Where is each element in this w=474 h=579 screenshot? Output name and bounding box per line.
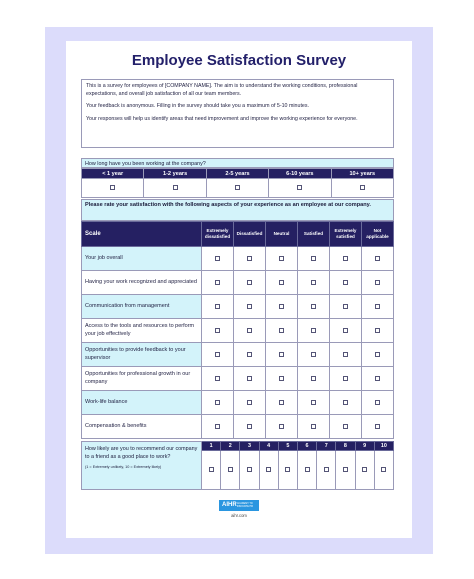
- rating-checkbox[interactable]: [215, 256, 220, 261]
- nps-score-header: 1: [202, 442, 221, 451]
- satisfaction-block: [81, 199, 394, 439]
- rating-checkbox[interactable]: [279, 280, 284, 285]
- rating-cell: [330, 415, 362, 439]
- intro-paragraph: Your responses will help us identify areas that need improvement and improve the working experience for everyone.: [86, 116, 358, 123]
- rating-cell: [298, 319, 330, 343]
- rating-checkbox[interactable]: [343, 400, 348, 405]
- intro-paragraph: This is a survey for employees of [COMPANY NAME]. The aim is to understand the working conditions, professional expectations, and overall job satisfaction of all our team members.: [86, 83, 358, 97]
- rating-cell: [202, 247, 234, 271]
- aspect-label: Compensation & benefits: [82, 415, 202, 439]
- rating-cell: [362, 415, 394, 439]
- rating-cell: [234, 271, 266, 295]
- rating-checkbox[interactable]: [375, 424, 380, 429]
- aspect-label: Communication from management: [82, 295, 202, 319]
- tenure-checkbox[interactable]: [360, 185, 365, 190]
- rating-cell: [234, 415, 266, 439]
- rating-cell: [298, 343, 330, 367]
- rating-cell: [202, 319, 234, 343]
- rating-checkbox[interactable]: [343, 376, 348, 381]
- nps-cell: [240, 451, 259, 490]
- scale-header: Scale: [82, 222, 202, 247]
- nps-checkbox[interactable]: [305, 467, 310, 472]
- nps-table: [81, 441, 394, 490]
- tenure-checkbox[interactable]: [110, 185, 115, 190]
- tenure-cell: [82, 179, 144, 198]
- rating-cell: [298, 391, 330, 415]
- nps-cell: [259, 451, 278, 490]
- rating-cell: [266, 271, 298, 295]
- rating-checkbox[interactable]: [279, 400, 284, 405]
- rating-checkbox[interactable]: [215, 400, 220, 405]
- nps-cell: [278, 451, 297, 490]
- rating-checkbox[interactable]: [343, 256, 348, 261]
- nps-checkbox[interactable]: [324, 467, 329, 472]
- rating-checkbox[interactable]: [279, 304, 284, 309]
- rating-cell: [266, 343, 298, 367]
- rating-cell: [266, 415, 298, 439]
- nps-score-header: 4: [259, 442, 278, 451]
- rating-cell: [330, 343, 362, 367]
- rating-cell: [330, 271, 362, 295]
- nps-block: [81, 441, 394, 490]
- nps-cell: [297, 451, 316, 490]
- rating-cell: [202, 391, 234, 415]
- rating-cell: [362, 319, 394, 343]
- rating-checkbox[interactable]: [375, 304, 380, 309]
- table-row: [82, 343, 394, 367]
- rating-cell: [266, 367, 298, 391]
- rating-checkbox[interactable]: [215, 424, 220, 429]
- rating-cell: [330, 247, 362, 271]
- tenure-option-label: 1-2 years: [144, 169, 206, 179]
- rating-column-header: Extremely satisfied: [330, 222, 362, 247]
- table-row: [82, 391, 394, 415]
- rating-cell: [202, 367, 234, 391]
- table-row: [82, 271, 394, 295]
- intro-box: [81, 79, 394, 148]
- rating-cell: [298, 271, 330, 295]
- tenure-question: How long have you been working at the company?: [81, 158, 394, 168]
- rating-cell: [330, 319, 362, 343]
- rating-checkbox[interactable]: [247, 256, 252, 261]
- aihr-logo: [219, 500, 259, 511]
- rating-checkbox[interactable]: [375, 256, 380, 261]
- rating-cell: [298, 415, 330, 439]
- rating-column-header: Extremely dissatisfied: [202, 222, 234, 247]
- rating-cell: [234, 247, 266, 271]
- rating-checkbox[interactable]: [343, 424, 348, 429]
- rating-checkbox[interactable]: [247, 304, 252, 309]
- rating-cell: [266, 391, 298, 415]
- nps-score-header: 6: [297, 442, 316, 451]
- rating-checkbox[interactable]: [215, 304, 220, 309]
- intro-paragraph: Your feedback is anonymous. Filling in the survey should take you a maximum of 5-10 minutes.: [86, 103, 309, 110]
- rating-cell: [266, 295, 298, 319]
- aspect-label: Having your work recognized and appreciated: [82, 271, 202, 295]
- rating-checkbox[interactable]: [279, 256, 284, 261]
- rating-cell: [234, 391, 266, 415]
- rating-checkbox[interactable]: [311, 328, 316, 333]
- rating-cell: [362, 391, 394, 415]
- tenure-option-label: 10+ years: [331, 169, 393, 179]
- rating-checkbox[interactable]: [279, 424, 284, 429]
- rating-checkbox[interactable]: [311, 424, 316, 429]
- rating-cell: [362, 343, 394, 367]
- rating-checkbox[interactable]: [375, 376, 380, 381]
- rating-cell: [202, 271, 234, 295]
- rating-checkbox[interactable]: [247, 328, 252, 333]
- rating-checkbox[interactable]: [375, 280, 380, 285]
- rating-checkbox[interactable]: [311, 304, 316, 309]
- nps-scale-note: (1 = Extremely unlikely, 10 = Extremely likely): [85, 464, 162, 469]
- nps-checkbox[interactable]: [209, 467, 214, 472]
- nps-score-header: 9: [355, 442, 374, 451]
- rating-cell: [298, 247, 330, 271]
- nps-cell: [202, 451, 221, 490]
- rating-checkbox[interactable]: [215, 352, 220, 357]
- rating-checkbox[interactable]: [215, 280, 220, 285]
- nps-cell: [336, 451, 355, 490]
- rating-checkbox[interactable]: [343, 280, 348, 285]
- rating-checkbox[interactable]: [311, 280, 316, 285]
- rating-checkbox[interactable]: [279, 352, 284, 357]
- tenure-checkbox[interactable]: [297, 185, 302, 190]
- rating-checkbox[interactable]: [343, 328, 348, 333]
- logo-text: AIHR: [222, 502, 237, 508]
- rating-checkbox[interactable]: [311, 400, 316, 405]
- nps-cell: [317, 451, 336, 490]
- nps-checkbox[interactable]: [266, 467, 271, 472]
- survey-title: Employee Satisfaction Survey: [131, 52, 347, 69]
- rating-checkbox[interactable]: [247, 424, 252, 429]
- nps-score-header: 2: [221, 442, 240, 451]
- rating-cell: [202, 415, 234, 439]
- nps-score-header: 7: [317, 442, 336, 451]
- nps-checkbox[interactable]: [381, 467, 386, 472]
- nps-cell: [221, 451, 240, 490]
- table-row: [82, 319, 394, 343]
- nps-question: How likely are you to recommend our company to a friend as a good place to work?: [85, 446, 198, 460]
- rating-cell: [202, 295, 234, 319]
- rating-column-header: Neutral: [266, 222, 298, 247]
- table-row: [82, 415, 394, 439]
- tenure-checkbox[interactable]: [173, 185, 178, 190]
- rating-checkbox[interactable]: [375, 352, 380, 357]
- tenure-option-label: 6-10 years: [269, 169, 331, 179]
- rating-cell: [234, 295, 266, 319]
- tenure-cell: [206, 179, 268, 198]
- rating-cell: [298, 295, 330, 319]
- rating-cell: [362, 271, 394, 295]
- aspect-label: Opportunities for professional growth in our company: [82, 367, 202, 391]
- rating-column-header: Satisfied: [298, 222, 330, 247]
- tenure-checkbox[interactable]: [235, 185, 240, 190]
- nps-score-header: 8: [336, 442, 355, 451]
- rating-checkbox[interactable]: [279, 328, 284, 333]
- tenure-question-block: [81, 158, 394, 198]
- table-row: [82, 295, 394, 319]
- rating-checkbox[interactable]: [343, 304, 348, 309]
- rating-cell: [266, 319, 298, 343]
- rating-checkbox[interactable]: [247, 400, 252, 405]
- logo-subtext: ACADEMY TO INNOVATE HR: [237, 502, 253, 508]
- rating-checkbox[interactable]: [215, 328, 220, 333]
- nps-checkbox[interactable]: [362, 467, 367, 472]
- website-link[interactable]: aihr.com: [231, 513, 247, 518]
- table-row: [82, 367, 394, 391]
- rating-cell: [234, 343, 266, 367]
- tenure-cell: [144, 179, 206, 198]
- rating-cell: [330, 295, 362, 319]
- aspect-label: Opportunities to provide feedback to your supervisor: [82, 343, 202, 367]
- rating-cell: [266, 247, 298, 271]
- rating-checkbox[interactable]: [279, 376, 284, 381]
- satisfaction-question: Please rate your satisfaction with the following aspects of your experience as an employee at our company.: [81, 199, 394, 221]
- rating-checkbox[interactable]: [311, 352, 316, 357]
- rating-checkbox[interactable]: [375, 328, 380, 333]
- aspect-label: Your job overall: [82, 247, 202, 271]
- rating-checkbox[interactable]: [343, 352, 348, 357]
- rating-cell: [202, 343, 234, 367]
- nps-score-header: 3: [240, 442, 259, 451]
- nps-question-cell: [82, 442, 202, 490]
- nps-checkbox[interactable]: [228, 467, 233, 472]
- tenure-cell: [331, 179, 393, 198]
- rating-cell: [362, 247, 394, 271]
- tenure-option-label: 2-5 years: [206, 169, 268, 179]
- rating-checkbox[interactable]: [215, 376, 220, 381]
- rating-cell: [298, 367, 330, 391]
- aspect-label: Work-life balance: [82, 391, 202, 415]
- table-row: [82, 247, 394, 271]
- nps-checkbox[interactable]: [343, 467, 348, 472]
- nps-score-header: 10: [374, 442, 393, 451]
- rating-cell: [330, 391, 362, 415]
- rating-checkbox[interactable]: [375, 400, 380, 405]
- nps-cell: [374, 451, 393, 490]
- rating-checkbox[interactable]: [247, 280, 252, 285]
- satisfaction-matrix: [81, 221, 394, 439]
- rating-checkbox[interactable]: [311, 376, 316, 381]
- rating-cell: [330, 367, 362, 391]
- rating-column-header: Not applicable: [362, 222, 394, 247]
- tenure-options-table: [81, 168, 394, 198]
- rating-cell: [362, 367, 394, 391]
- rating-cell: [234, 319, 266, 343]
- nps-score-header: 5: [278, 442, 297, 451]
- tenure-option-label: < 1 year: [82, 169, 144, 179]
- rating-checkbox[interactable]: [247, 352, 252, 357]
- tenure-cell: [269, 179, 331, 198]
- rating-cell: [234, 367, 266, 391]
- nps-checkbox[interactable]: [247, 467, 252, 472]
- rating-column-header: Dissatisfied: [234, 222, 266, 247]
- nps-cell: [355, 451, 374, 490]
- rating-checkbox[interactable]: [247, 376, 252, 381]
- rating-cell: [362, 295, 394, 319]
- nps-checkbox[interactable]: [285, 467, 290, 472]
- rating-checkbox[interactable]: [311, 256, 316, 261]
- aspect-label: Access to the tools and resources to perform your job effectively: [82, 319, 202, 343]
